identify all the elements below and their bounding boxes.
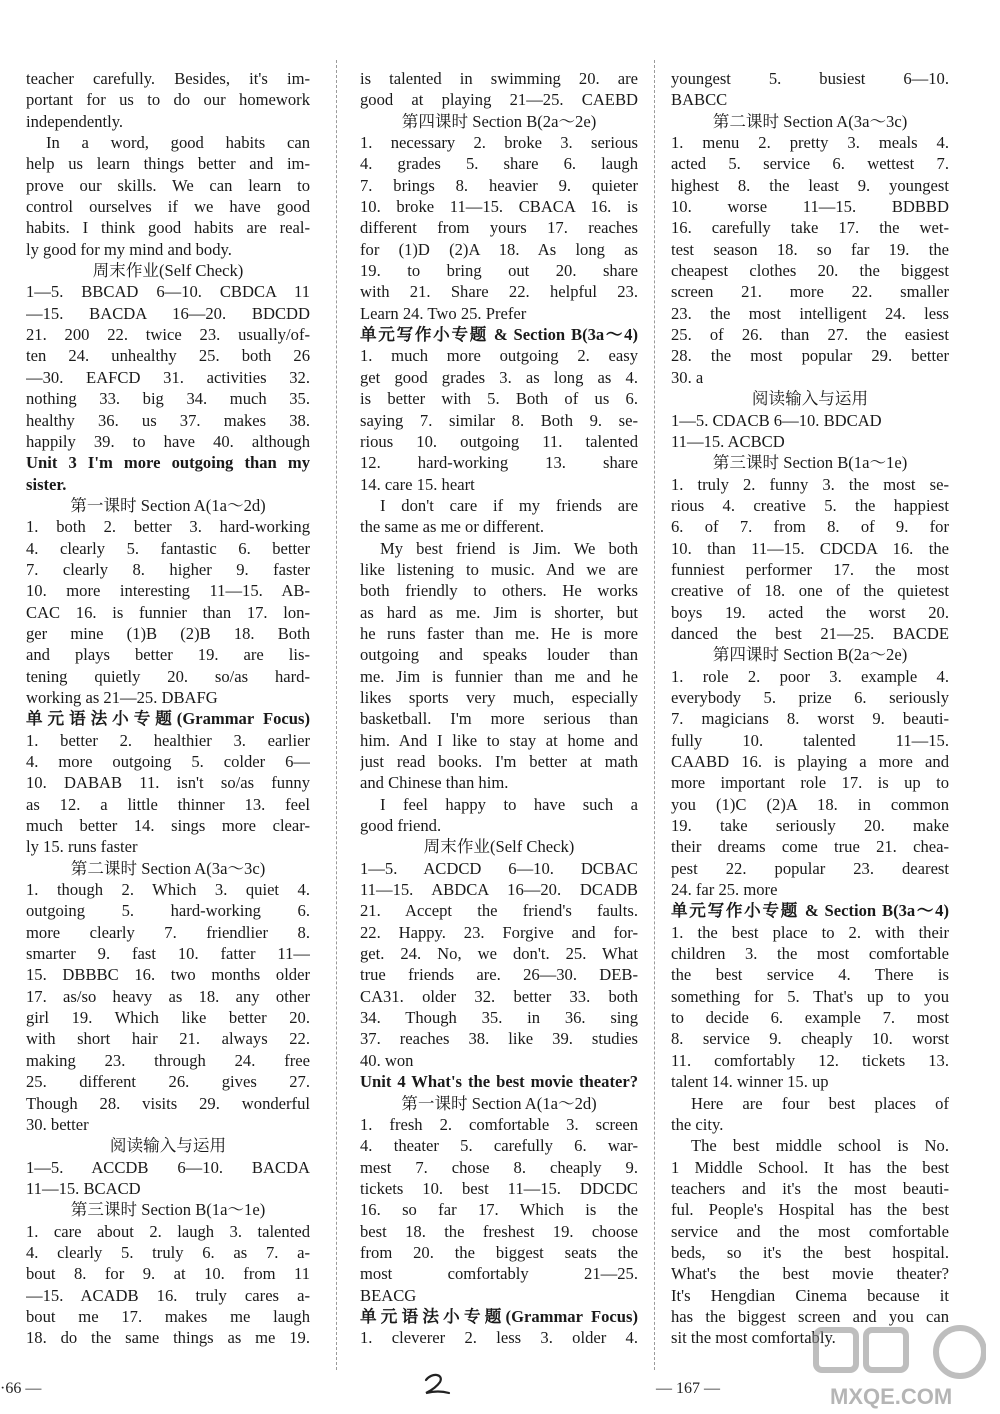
answer-line: 25. different 26. gives 27. — [26, 1072, 310, 1092]
answer-line: 34. Though 35. in 36. sing — [360, 1008, 638, 1028]
answer-line: outgoing and speaks louder than — [360, 645, 638, 665]
answer-line: test season 18. so far 19. the — [671, 239, 949, 259]
answer-line: 11—15. ABDCA 16—20. DCADB — [360, 880, 638, 900]
answer-line: 4. clearly 5. fantastic 6. better — [26, 538, 310, 558]
answer-line: 19. to bring out 20. share — [360, 261, 638, 281]
answer-line: 25. of 26. than 27. the easiest — [671, 325, 949, 345]
answer-line: 1. necessary 2. broke 3. serious — [360, 133, 638, 153]
answer-line: highest 8. the least 9. youngest — [671, 175, 949, 195]
answer-line: 28. the most popular 29. better — [671, 346, 949, 366]
answer-line: 18. do the same things as me 19. — [26, 1328, 310, 1348]
answer-column-2 — [360, 68, 638, 1349]
answer-line: 11—15. BCACD — [26, 1178, 141, 1198]
answer-line: likes sports very much, especially — [360, 687, 638, 707]
answer-line: saying 7. similar 8. Both 9. se- — [360, 410, 638, 430]
answer-line: you (1)C (2)A 18. in common — [671, 794, 949, 814]
answer-line: good friend. — [360, 816, 442, 836]
answer-line: 4. theater 5. carefully 6. war- — [360, 1136, 638, 1156]
answer-line: 7. magicians 8. worst 9. beauti- — [671, 709, 949, 729]
answer-line: the city. — [671, 1114, 724, 1134]
answer-line: smarter 9. fast 10. fatter 11— — [26, 944, 310, 964]
answer-line: 1—5. ACCDB 6—10. BACDA — [26, 1157, 310, 1177]
answer-line: —15. BACDA 16—20. BDCDD — [26, 303, 310, 323]
answer-line: fully 10. talented 11—15. — [671, 730, 949, 750]
answer-line: 1. the best place to 2. with their — [671, 922, 949, 942]
answer-line: ly good for my mind and body. — [26, 239, 232, 259]
answer-line: independently. — [26, 111, 124, 131]
answer-line: youngest 5. busiest 6—10. — [671, 69, 949, 88]
answer-line: bout 8. for 9. at 10. from 11 — [26, 1264, 310, 1284]
answer-line: 1—5. CDACB 6—10. BDCAD — [671, 410, 882, 430]
answer-line: get. 24. No, we don't. 25. What — [360, 944, 638, 964]
answer-line: beds, so it's the best hospital. — [671, 1242, 949, 1262]
answer-line: 8. service 9. cheaply 10. worst — [671, 1029, 949, 1049]
answer-line: 10. than 11—15. CDCDA 16. the — [671, 538, 949, 558]
answer-line: working as 21—25. DBAFG — [26, 687, 218, 707]
answer-line: boys 19. acted the worst 20. — [671, 602, 949, 622]
answer-line: 4. clearly 5. truly 6. as 7. a- — [26, 1242, 310, 1262]
answer-line: talent 14. winner 15. up — [671, 1072, 829, 1092]
answer-line: 23. the most intelligent 24. less — [671, 303, 949, 323]
answer-line: is talented in swimming 20. are — [360, 69, 638, 88]
answer-line: pest 22. popular 23. dearest — [671, 858, 949, 878]
handwritten-mark — [422, 1372, 452, 1396]
answer-line: just read books. I'm better at math — [360, 752, 638, 771]
answer-line: their dreams come true 21. chea- — [671, 837, 949, 857]
answer-line: 14. care 15. heart — [360, 474, 475, 494]
answer-line: 阅读输入与运用 — [751, 389, 869, 409]
answer-line: 6. of 7. from 8. of 9. for — [671, 517, 949, 537]
answer-line: 15. DBBBC 16. two months older — [26, 965, 310, 985]
answer-line: with 21. Share 22. helpful 23. — [360, 282, 638, 302]
answer-column-3 — [671, 68, 949, 1349]
answer-line: from 20. the biggest seats the — [360, 1242, 638, 1262]
answer-line: basketball. I'm more serious than — [360, 709, 638, 729]
answer-line: 7. clearly 8. higher 9. faster — [26, 559, 310, 579]
answer-line: BEACG — [360, 1285, 417, 1305]
answer-line: the best service 4. There is — [671, 965, 949, 985]
answer-line: healthy 36. us 37. makes 38. — [26, 410, 310, 430]
answer-line: 30. a — [671, 367, 704, 387]
answer-line: 19. take seriously 20. make — [671, 816, 949, 836]
answer-line: Though 28. visits 29. wonderful — [26, 1093, 310, 1113]
answer-line: 1. menu 2. pretty 3. meals 4. — [671, 133, 949, 153]
answer-line: him. And I like to stay at home and — [360, 730, 638, 750]
answer-line: girl 19. Which like better 20. — [26, 1008, 310, 1028]
answer-line: rious 4. creative 5. the happiest — [671, 495, 949, 515]
answer-line: 10. worse 11—15. BDBBD — [671, 197, 949, 217]
answer-line: 16. so far 17. Which is the — [360, 1200, 638, 1220]
answer-line: ten 24. unhealthy 25. both 26 — [26, 346, 310, 366]
answer-line: with short hair 21. always 22. — [26, 1029, 310, 1049]
answer-line: help us learn things better and im- — [26, 154, 310, 174]
answer-line: 1—5. BBCAD 6—10. CBDCA 11 — [26, 282, 310, 302]
answer-line: 10. DABAB 11. isn't so/as funny — [26, 773, 310, 793]
answer-line: —30. EAFCD 31. activities 32. — [26, 367, 310, 387]
answer-line: teacher carefully. Besides, it's im- — [26, 69, 310, 88]
answer-line: 30. better — [26, 1114, 89, 1134]
answer-line: 周末作业(Self Check) — [423, 837, 575, 857]
page-number-right: — 167 — — [656, 1380, 720, 1397]
answer-line: 24. far 25. more — [671, 880, 778, 900]
answer-line: true friends are. 26—30. DEB- — [360, 965, 638, 985]
answer-line: 第三课时 Section B(1a～1e) — [70, 1200, 266, 1220]
column-divider — [336, 60, 337, 1370]
answer-line: 37. reaches 38. like 39. studies — [360, 1029, 638, 1049]
answer-line: teachers and it's the most beauti- — [671, 1178, 949, 1198]
answer-line: nothing 33. big 34. much 35. — [26, 389, 310, 409]
answer-line: CAABD 16. is playing a more and — [671, 752, 949, 771]
watermark-logo — [810, 1316, 986, 1410]
answer-line: children 3. the most comfortable — [671, 944, 949, 964]
answer-line: —15. ACADB 16. truly cares a- — [26, 1285, 310, 1305]
answer-line: as hard as me. Jim is shorter, but — [360, 602, 638, 622]
answer-line: for (1)D (2)A 18. As long as — [360, 239, 638, 259]
answer-line: 第三课时 Section B(1a～1e) — [712, 453, 908, 473]
answer-line: control ourselves if we have good — [26, 197, 310, 217]
answer-line: 1. cleverer 2. less 3. older 4. — [360, 1328, 638, 1348]
answer-line: I feel happy to have such a — [380, 794, 638, 814]
answer-line: 阅读输入与运用 — [109, 1136, 227, 1156]
answer-line: is better with 5. Both of us 6. — [360, 389, 638, 409]
answer-line: cheapest clothes 20. the biggest — [671, 261, 949, 281]
answer-line: CAC 16. is funnier than 17. lon- — [26, 602, 310, 622]
answer-line: ly 15. runs faster — [26, 837, 138, 857]
answer-line: 7. brings 8. heavier 9. quieter — [360, 175, 638, 195]
answer-line: 4. more outgoing 5. colder 6— — [26, 752, 310, 771]
answer-line: BABCC — [671, 90, 728, 110]
answer-line: get good grades 3. as long as 4. — [360, 367, 638, 387]
answer-line: 22. Happy. 23. Forgive and for- — [360, 922, 638, 942]
answer-line: 1 Middle School. It has the best — [671, 1157, 949, 1177]
answer-line: 1. both 2. better 3. hard-working — [26, 517, 310, 537]
answer-line: and Chinese than him. — [360, 773, 509, 793]
answer-line: 21. Accept the friend's faults. — [360, 901, 638, 921]
answer-line: has the biggest screen and you can — [671, 1306, 949, 1326]
svg-text:MXQE.COM: MXQE.COM — [830, 1384, 953, 1409]
answer-line: service and the most comfortable — [671, 1221, 949, 1241]
answer-line: 16. carefully take 17. the wet- — [671, 218, 949, 238]
answer-line: danced the best 21—25. BACDE — [671, 623, 949, 643]
answer-line: acted 5. service 6. wettest 7. — [671, 154, 949, 174]
answer-line: 40. won — [360, 1050, 414, 1070]
page-number-left: ·66 — — [0, 1380, 42, 1397]
answer-line: Unit 3 I'm more outgoing than my — [26, 453, 310, 473]
answer-line: 4. grades 5. share 6. laugh — [360, 154, 638, 174]
answer-line: 17. as/so heavy as 18. any other — [26, 986, 310, 1006]
answer-line: I don't care if my friends are — [380, 495, 638, 515]
answer-line: good at playing 21—25. CAEBD — [360, 90, 638, 110]
answer-line: It's Hengdian Cinema because it — [671, 1285, 949, 1305]
answer-line: 1—5. ACDCD 6—10. DCBAC — [360, 858, 638, 878]
answer-line: making 23. through 24. free — [26, 1050, 310, 1070]
answer-line: 1. though 2. Which 3. quiet 4. — [26, 880, 310, 900]
answer-line: ful. People's Hospital has the best — [671, 1200, 949, 1220]
answer-line: The best middle school is No. — [691, 1136, 949, 1156]
answer-line: as 12. a little thinner 13. feel — [26, 794, 310, 814]
answer-line: both friendly to others. He works — [360, 581, 638, 601]
answer-line: happily 39. to have 40. although — [26, 431, 310, 451]
answer-line: Unit 4 What's the best movie theater? — [360, 1072, 638, 1092]
answer-line: creative of 18. one of the quietest — [671, 581, 949, 601]
answer-line: most comfortably 21—25. — [360, 1264, 638, 1284]
answer-line: ger mine (1)B (2)B 18. Both — [26, 623, 310, 643]
answer-line: sit the most comfortably. — [671, 1328, 836, 1348]
answer-line: more clearly 7. friendlier 8. — [26, 922, 310, 942]
answer-line: more important role 17. is up to — [671, 773, 949, 793]
answer-line: 第一课时 Section A(1a～2d) — [401, 1093, 597, 1113]
answer-line: screen 21. more 22. smaller — [671, 282, 949, 302]
answer-line: best 18. the freshest 19. choose — [360, 1221, 638, 1241]
answer-line: 单元写作小专题 & Section B(3a～4) — [671, 901, 949, 921]
answer-line: habits. I think good habits are real- — [26, 218, 310, 238]
answer-line: 单元语法小专题(Grammar Focus) — [360, 1306, 638, 1326]
answer-line: My best friend is Jim. We both — [380, 538, 638, 558]
answer-line: 1. better 2. healthier 3. earlier — [26, 730, 310, 750]
answer-line: 第一课时 Section A(1a～2d) — [70, 495, 266, 515]
answer-line: everybody 5. prize 6. seriously — [671, 687, 949, 707]
answer-line: In a word, good habits can — [46, 133, 310, 153]
answer-line: 1. care about 2. laugh 3. talented — [26, 1221, 310, 1241]
answer-line: tening quietly 20. so/as hard- — [26, 666, 310, 686]
answer-line: mest 7. chose 8. cheaply 9. — [360, 1157, 638, 1177]
answer-line: 1. much more outgoing 2. easy — [360, 346, 638, 366]
answer-line: different from yours 17. reaches — [360, 218, 638, 238]
answer-line: sister. — [26, 474, 67, 494]
answer-line: 11. comfortably 12. tickets 13. — [671, 1050, 949, 1070]
answer-line: he runs faster than me. He is more — [360, 623, 638, 643]
answer-column-1 — [26, 68, 310, 1349]
answer-line: the same as me or different. — [360, 517, 544, 537]
answer-line: 1. truly 2. funny 3. the most se- — [671, 474, 949, 494]
answer-line: 10. more interesting 11—15. AB- — [26, 581, 310, 601]
answer-line: 第四课时 Section B(2a～2e) — [401, 111, 597, 131]
answer-line: prove our skills. We can learn to — [26, 175, 310, 195]
answer-line: rious 10. outgoing 11. talented — [360, 431, 638, 451]
answer-line: tickets 10. best 11—15. DDCDC — [360, 1178, 638, 1198]
answer-line: 12. hard-working 13. share — [360, 453, 638, 473]
column-divider — [654, 60, 655, 1370]
answer-line: like listening to music. And we are — [360, 559, 638, 579]
answer-line: portant for us to do our homework — [26, 90, 310, 110]
answer-line: me. Jim is funnier than me and he — [360, 666, 638, 686]
answer-line: 1. fresh 2. comfortable 3. screen — [360, 1114, 638, 1134]
answer-line: 第二课时 Section A(3a～3c) — [70, 858, 266, 878]
answer-line: 1. role 2. poor 3. example 4. — [671, 666, 949, 686]
answer-line: 21. 200 22. twice 23. usually/of- — [26, 325, 310, 345]
answer-line: 单元写作小专题 & Section B(3a～4) — [360, 325, 638, 345]
answer-line: CA31. older 32. better 33. both — [360, 986, 638, 1006]
answer-line: 单元语法小专题(Grammar Focus) — [26, 709, 310, 729]
answer-line: outgoing 5. hard-working 6. — [26, 901, 310, 921]
answer-line: funniest performer 17. the most — [671, 559, 949, 579]
answer-line: 第四课时 Section B(2a～2e) — [712, 645, 908, 665]
answer-line: 第二课时 Section A(3a～3c) — [712, 111, 908, 131]
answer-line: What's the best movie theater? — [671, 1264, 949, 1284]
answer-line: 10. broke 11—15. CBACA 16. is — [360, 197, 638, 217]
answer-line: Learn 24. Two 25. Prefer — [360, 303, 527, 323]
answer-line: to decide 6. example 7. most — [671, 1008, 949, 1028]
answer-line: 周末作业(Self Check) — [92, 261, 244, 281]
answer-line: bout me 17. makes me laugh — [26, 1306, 310, 1326]
answer-line: much better 14. sings more clear- — [26, 816, 310, 836]
answer-line: Here are four best places of — [691, 1093, 949, 1113]
answer-line: and plays better 19. are lis- — [26, 645, 310, 665]
answer-line: 11—15. ACBCD — [671, 431, 785, 451]
answer-line: something for 5. That's up to you — [671, 986, 949, 1006]
